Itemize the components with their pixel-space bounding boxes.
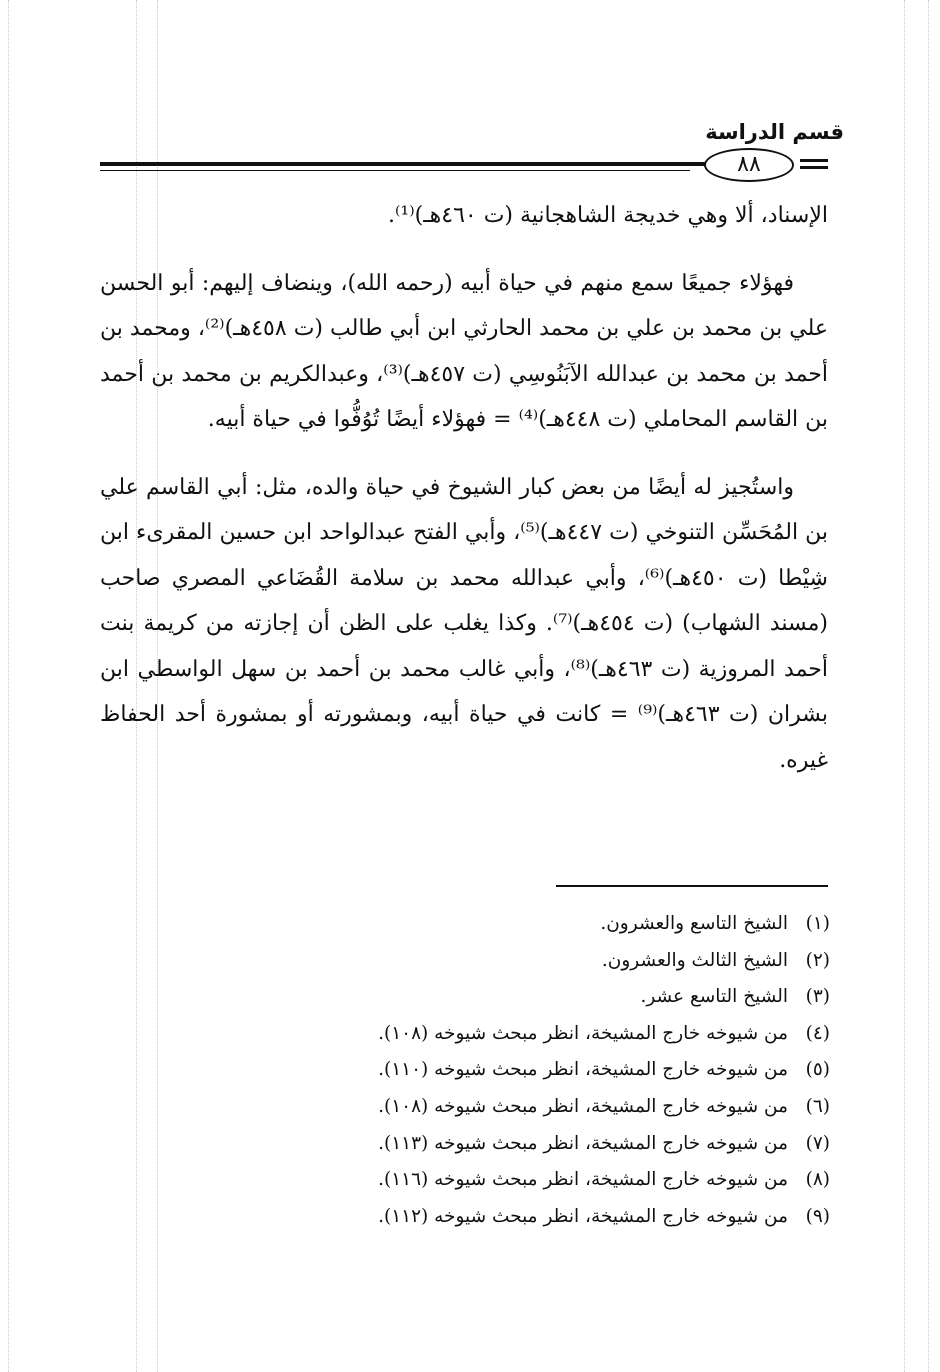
- footnote-text: من شيوخه خارج المشيخة، انظر مبحث شيوخه (١١٦).: [378, 1169, 788, 1191]
- header-rule-right: [800, 166, 828, 169]
- footnote-separator: [556, 885, 828, 887]
- section-title: قسم الدراسة: [705, 120, 844, 144]
- footnote: [190, 1052, 830, 1089]
- footnote-text: الشيخ التاسع والعشرون.: [600, 913, 788, 934]
- main-text: [100, 190, 828, 783]
- paragraph: الإسناد، ألا وهي خديجة الشاهجانية (ت ٤٦٠هـ)⁽¹⁾.: [387, 203, 828, 228]
- header-rule-thin: [100, 170, 690, 171]
- footnote-number: (٤): [805, 1022, 830, 1044]
- footnote-text: من شيوخه خارج المشيخة، انظر مبحث شيوخه (١٠٨).: [378, 1095, 788, 1117]
- footnote: [190, 1162, 830, 1199]
- footnote-number: (١): [805, 913, 830, 934]
- header-rule-right: [800, 159, 828, 162]
- paragraph: واستُجيز له أيضًا من بعض كبار الشيوخ في حياة والده، مثل: أبي القاسم علي بن المُحَسِّن التنوخي (ت ٤٤٧هـ)⁽⁵⁾، وأبي الفتح عبدالواحد ابن حسين المقرىء ابن شِيْطا (ت ٤٥٠هـ)⁽⁶⁾، وأبي عبدالله محمد بن سلامة القُضَاعي المصري صاحب (مسند الشهاب) (ت ٤٥٤هـ)⁽⁷⁾. وكذا يغلب على الظن أن إجازته من كريمة بنت أحمد المروزية (ت ٤٦٣هـ)⁽⁸⁾، وأبي غالب محمد بن أحمد بن سهل الواسطي ابن بشران (ت ٤٦٣هـ)⁽⁹⁾ = كانت في حياة أبيه، وبمشورته أو بمشورة أحد الحفاظ غيره.: [100, 474, 829, 773]
- footnote-text: من شيوخه خارج المشيخة، انظر مبحث شيوخه (١١٠).: [378, 1059, 788, 1081]
- footnote-number: (٧): [805, 1132, 830, 1154]
- footnote-text: الشيخ الثالث والعشرون.: [601, 949, 788, 971]
- footnote: [190, 943, 830, 980]
- guide-line: [904, 0, 905, 1372]
- page-header: [0, 0, 940, 190]
- page-number: ٨٨: [704, 148, 794, 182]
- guide-line: [928, 0, 929, 1372]
- footnote: [190, 979, 830, 1016]
- footnote: [190, 1126, 830, 1163]
- footnote-number: (٨): [805, 1169, 830, 1191]
- footnote-number: (٩): [805, 1205, 830, 1227]
- footnote: [190, 1089, 830, 1126]
- footnote-number: (٢): [805, 949, 830, 971]
- footnotes: [190, 906, 830, 1235]
- header-rule: [100, 162, 790, 166]
- footnote-text: من شيوخه خارج المشيخة، انظر مبحث شيوخه (١٠٨).: [378, 1022, 788, 1044]
- footnote-number: (٥): [805, 1059, 830, 1081]
- paragraph: فهؤلاء جميعًا سمع منهم في حياة أبيه (رحمه الله)، وينضاف إليهم: أبو الحسن علي بن محمد بن علي بن محمد الحارثي ابن أبي طالب (ت ٤٥٨هـ)⁽²⁾، ومحمد بن أحمد بن محمد بن عبدالله الآبَنُوسِي (ت ٤٥٧هـ)⁽³⁾، وعبدالكريم بن محمد بن أحمد بن القاسم المحاملي (ت ٤٤٨هـ)⁽⁴⁾ = فهؤلاء أيضًا تُوُفُّوا في حياة أبيه.: [100, 270, 829, 432]
- guide-line: [8, 0, 9, 1372]
- footnote-number: (٦): [805, 1095, 830, 1117]
- footnote: [190, 1016, 830, 1053]
- footnote: [190, 1199, 830, 1236]
- footnote: [190, 906, 830, 943]
- footnote-text: من شيوخه خارج المشيخة، انظر مبحث شيوخه (١١٣).: [378, 1132, 788, 1154]
- footnote-text: الشيخ التاسع عشر.: [640, 986, 788, 1008]
- footnote-number: (٣): [805, 986, 830, 1008]
- footnote-text: من شيوخه خارج المشيخة، انظر مبحث شيوخه (١١٢).: [378, 1205, 788, 1227]
